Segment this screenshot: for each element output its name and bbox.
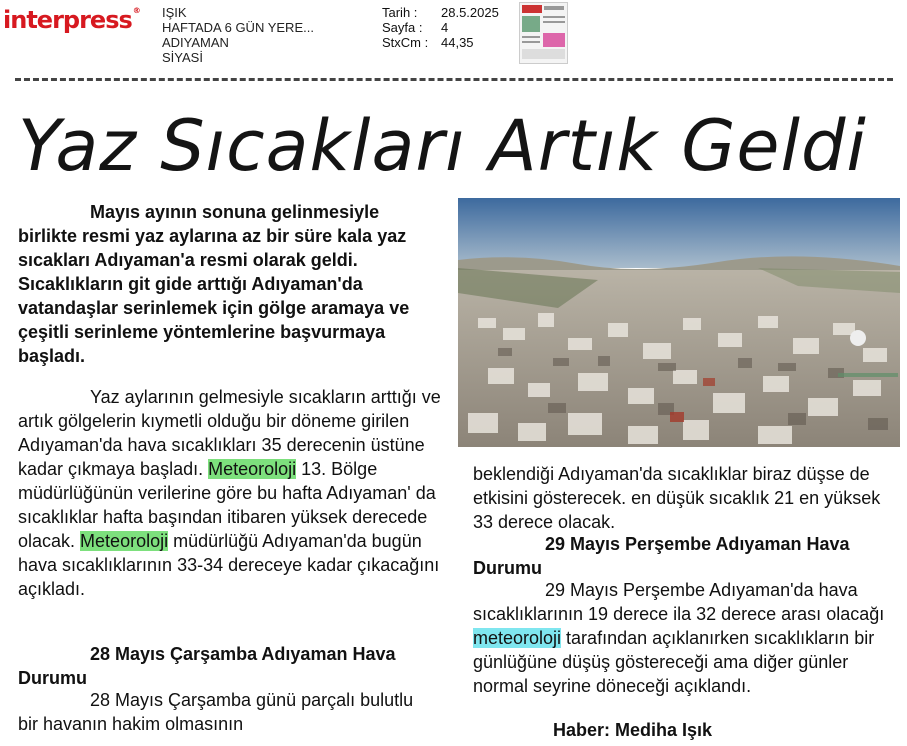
source-info: [162, 5, 314, 65]
page-thumbnail[interactable]: [519, 2, 568, 64]
paragraph-1: Yaz aylarının gelmesiyle sıcakların arttığı ve artık gölgelerin kıymetli olduğu bir döneme girilen Adıyaman'da hava sıcaklıkları 35 derecenin üstüne kadar çıkmaya başladı. Meteoroloji 13. Bölge müdürlüğünün verilerine göre bu hafta Adıyaman' da sıcaklıklar hafta başından itibaren yüksek derecede olacak. Meteoroloji müdürlüğü Adıyaman'da bugün hava sıcaklıklarının 33-34 dereceye kadar çıkacağını açıkladı.: [18, 387, 441, 599]
date-value: 28.5.2025: [441, 5, 499, 20]
article-author: Haber: Mediha Işık: [553, 720, 713, 740]
stxcm-label: StxCm :: [382, 35, 429, 50]
separator-line: [15, 78, 893, 81]
subheading-29-mayis: 29 Mayıs Perşembe Adıyaman Hava Durumu: [473, 534, 850, 578]
highlight-meteoroloji-2: Meteoroloji: [80, 531, 169, 551]
publication-category: SİYASİ: [162, 50, 203, 65]
interpress-logo: interpress®: [3, 6, 140, 34]
publication-city: ADIYAMAN: [162, 35, 229, 50]
subheading-28-mayis: 28 Mayıs Çarşamba Adıyaman Hava Durumu: [18, 644, 396, 688]
date-label: Tarih :: [382, 5, 418, 20]
paragraph-2: 28 Mayıs Çarşamba günü parçalı bulutlu bir havanın hakim olmasının: [18, 690, 414, 734]
stxcm-value: 44,35: [441, 35, 474, 50]
article-headline: Yaz Sıcakları Artık Geldi: [18, 105, 867, 187]
paragraph-3: 29 Mayıs Perşembe Adıyaman'da hava sıcaklıklarının 19 derece ila 32 derece arası olacağı meteoroloji tarafından açıklanırken sıcaklıkların bir günlüğüne düşüş göstereceği ama diğer günler normal seyrine döneceği açıklandı.: [473, 580, 885, 696]
highlight-meteoroloji-3: meteoroloji: [473, 628, 562, 648]
paragraph-continued: beklendiği Adıyaman'da sıcaklıklar biraz düşse de etkisini gösterecek. en düşük sıcaklık 21 en yüksek 33 derece olacak.: [473, 464, 881, 532]
meta-values: [441, 5, 499, 50]
meta-labels: [382, 5, 428, 50]
article-lead: Mayıs ayının sonuna gelinmesiyle birlikte resmi yaz aylarına az bir süre kala yaz sıcakları Adıyaman'a resmi olarak geldi. Sıcaklıkların git gide arttığı Adıyaman'da vatandaşlar serinlemek için gölge aramaya ve çeşitli serinleme yöntemlerine başvurmaya başladı.: [18, 202, 410, 366]
publication-frequency: HAFTADA 6 GÜN YERE...: [162, 20, 314, 35]
page-value: 4: [441, 20, 449, 35]
highlight-meteoroloji-1: Meteoroloji: [208, 459, 297, 479]
publication-name: IŞIK: [162, 5, 187, 20]
page-label: Sayfa :: [382, 20, 423, 35]
city-aerial-photo: [458, 198, 900, 447]
